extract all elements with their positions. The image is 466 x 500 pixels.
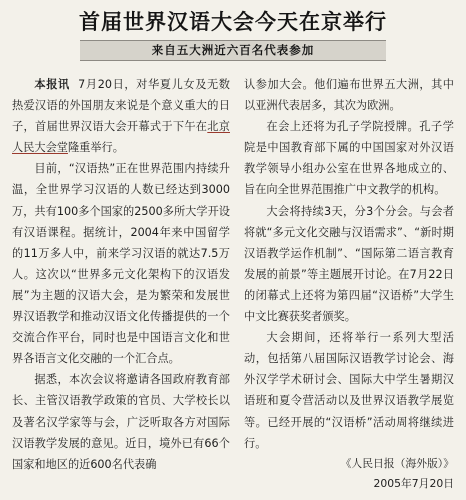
dateline: 本报讯	[34, 78, 70, 91]
paragraph-6: 大会期间，还将举行一系列大型活动，包括第八届国际汉语教学讨论会、海外汉学学术研讨会、国际大中学生暑期汉语班和夏令营活动以及世界汉语教学展览等。已经开展的“汉语桥”活动周将继续进行。	[244, 331, 454, 450]
paragraph-3-continued: 认参加大会。他们遍布世界五大洲，其中以亚洲代表居多，其次为欧洲。	[244, 78, 454, 113]
paragraph-3: 据悉，本次会议将邀请各国政府教育部长、主管汉语教学政策的官员、大学校长以及著名汉学家等与会，广泛听取各方对国际汉语教学发展的意见。近日，境外已有66个国家和地区的近600名代表确	[12, 373, 230, 471]
venue-underlined: 北京人民大会堂	[12, 120, 230, 155]
source-date: 2005年7月20日	[373, 477, 454, 490]
article-column-left	[12, 74, 230, 475]
paragraph-1-end: 隆重举行。	[67, 141, 124, 155]
subheadline: 来自五大洲近六百名代表参加	[151, 43, 315, 57]
paragraph-4: 在会上还将为孔子学院授牌。孔子学院是中国教育部下属的中国国家对外汉语教学领导小组办公室在世界各地成立的、旨在向全世界范围推广中文教学的机构。	[244, 120, 454, 197]
paragraph-2: 目前，“汉语热”正在世界范围内持续升温，全世界学习汉语的人数已经达到3000万，共有100多个国家的2500多所大学开设有汉语课程。据统计，2004年来中国留学的11万多人中，前来学习汉语的就达7.5万人。这次以“世界多元文化架构下的汉语发展”为主题的汉语大会，是为繁荣和发展世界汉语教学和推动汉语文化传播提供的一个交流合作平台，同时也是中国语言文化和世界各语言文化交融的一个汇合点。	[12, 162, 230, 366]
headline: 首届世界汉语大会今天在京举行	[79, 9, 387, 34]
paragraph-1	[12, 74, 230, 158]
article-column-right	[244, 74, 454, 454]
source-credit	[244, 454, 454, 494]
paragraph-1-text: 7月20日，对华夏儿女及无数热爱汉语的外国朋友来说是个意义重大的日子，首届世界汉语大会开幕式于下午在	[12, 78, 230, 134]
paragraph-5: 大会将持续3天，分3个分会。与会者将就“多元文化交融与汉语需求”、“新时期汉语教学运作机制”、“国际第二语言教育发展的前景”等主题展开讨论。在7月22日的闭幕式上还将为第四届“汉语桥”大学生中文比赛获奖者颁奖。	[244, 204, 454, 324]
subheadline-bar	[80, 40, 386, 61]
source-name: 《人民日报（海外版）》	[340, 457, 454, 470]
